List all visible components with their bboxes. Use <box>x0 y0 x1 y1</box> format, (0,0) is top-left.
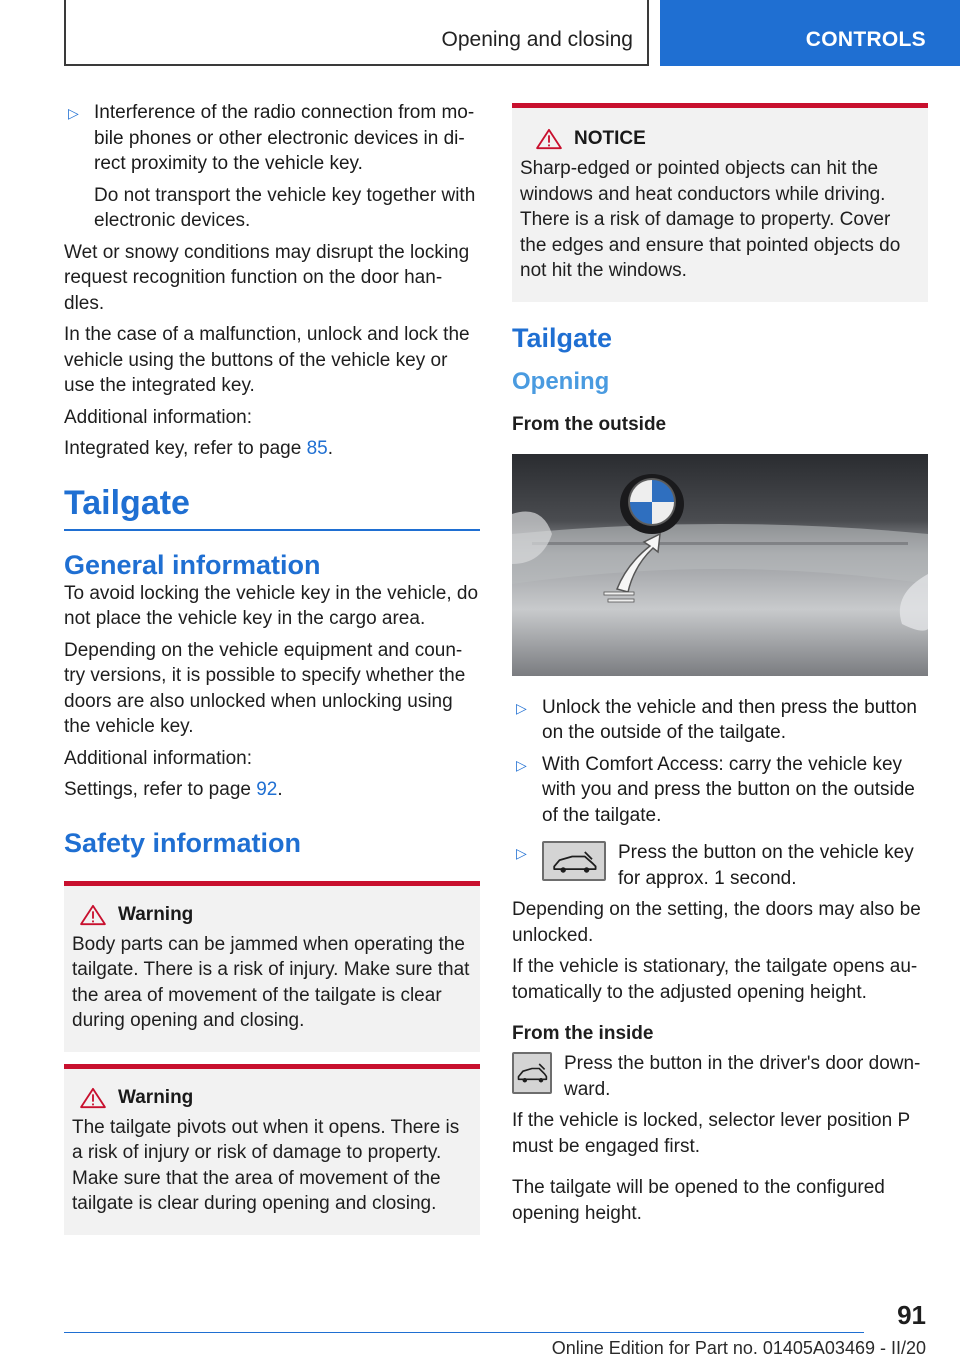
list-item: ▷ With Comfort Access: carry the vehicle key with you and press the button on the outside of the tailgate. <box>516 753 915 826</box>
warning-triangle-icon <box>78 1087 108 1109</box>
warning-text: The tailgate pivots out when it opens. There is a risk of injury or risk of damage to property. Make sure that the area of movement of the tailgate is clear during opening and closing. <box>72 1116 460 1214</box>
paragraph: Integrated key, refer to page 85. <box>64 438 333 459</box>
paragraph: Press the button in the driver's door down-ward. <box>564 1053 921 1100</box>
warning-title: Warning <box>118 903 194 925</box>
notice-title: NOTICE <box>574 128 646 149</box>
warning-triangle-icon <box>534 128 564 150</box>
notice-box <box>512 103 928 302</box>
list-item: ▷ Press the button on the vehicle key for approx. 1 second. <box>516 842 914 889</box>
warning-triangle-icon <box>78 904 108 926</box>
section-heading: General information <box>64 549 321 580</box>
sub-subsection-heading: From the inside <box>512 1023 654 1044</box>
paragraph: If the vehicle is stationary, the tailgate opens au-tomatically to the adjusted opening height. <box>512 956 918 1003</box>
triangle-bullet-icon: ▷ <box>68 105 79 121</box>
door-tailgate-button-icon <box>512 1052 552 1094</box>
chapter-heading: Tailgate <box>64 484 480 531</box>
paragraph: Settings, refer to page 92. <box>64 779 283 800</box>
warning-box <box>64 881 480 1052</box>
tailgate-key-button-icon <box>542 841 606 881</box>
paragraph: If the vehicle is locked, selector lever position P must be engaged first. <box>512 1110 910 1157</box>
page-number: 91 <box>897 1300 926 1330</box>
paragraph: Additional information: <box>64 406 252 428</box>
right-column <box>512 103 928 1232</box>
triangle-bullet-icon: ▷ <box>516 699 527 716</box>
warning-title: Warning <box>118 1086 194 1108</box>
paragraph: Depending on the vehicle equipment and coun-try versions, it is possible to specify whether the doors are also unlocked when unlocking using the vehicle key. <box>64 639 466 737</box>
header-section-box <box>64 0 649 66</box>
section-title: Opening and closing <box>441 28 633 51</box>
page-link[interactable]: 92 <box>256 779 278 800</box>
chapter-title: CONTROLS <box>805 28 926 51</box>
sub-subsection-heading: From the outside <box>512 413 667 435</box>
footer-edition: Online Edition for Part no. 01405A03469 - II/20 <box>551 1338 926 1358</box>
section-heading: Tailgate <box>512 322 613 353</box>
triangle-bullet-icon: ▷ <box>516 756 527 773</box>
notice-text: Sharp-edged or pointed objects can hit the windows and heat conductors while driving. There is a risk of damage to property. Cover the edges and ensure that pointed objects do not hit the windows. <box>520 158 901 281</box>
paragraph: Additional information: <box>64 747 252 769</box>
paragraph: In the case of a malfunction, unlock and lock the vehicle using the buttons of the vehicle key or use the integrated key. <box>64 324 470 396</box>
list-item: ▷ Unlock the vehicle and then press the button on the outside of the tailgate. <box>516 696 917 743</box>
triangle-bullet-icon: ▷ <box>516 845 527 861</box>
list-item-note: Do not transport the vehicle key together with electronic devices. <box>94 184 476 231</box>
chapter-tab <box>660 0 960 66</box>
section-heading: Safety information <box>64 827 302 858</box>
paragraph: The tailgate will be opened to the configured opening height. <box>512 1177 885 1224</box>
left-column <box>64 100 480 1247</box>
footer-divider <box>64 1332 864 1333</box>
warning-box <box>64 1064 480 1235</box>
paragraph: Depending on the setting, the doors may also be unlocked. <box>512 899 921 946</box>
page-link[interactable]: 85 <box>306 438 328 459</box>
subsection-heading: Opening <box>512 367 610 395</box>
inside-button-row <box>512 1051 928 1102</box>
tailgate-button-photo <box>512 454 928 676</box>
list-item: ▷ Interference of the radio connection from mo-bile phones or other electronic devices in di-rect proximity to the vehicle key. <box>68 102 475 174</box>
paragraph: To avoid locking the vehicle key in the vehicle, do not place the vehicle key in the cargo area. <box>64 582 479 629</box>
paragraph: Wet or snowy conditions may disrupt the locking request recognition function on the door han-dles. <box>64 241 470 314</box>
warning-text: Body parts can be jammed when operating the tailgate. There is a risk of injury. Make sure that the area of movement of the tailgate is clear during opening and closing. <box>72 933 470 1031</box>
